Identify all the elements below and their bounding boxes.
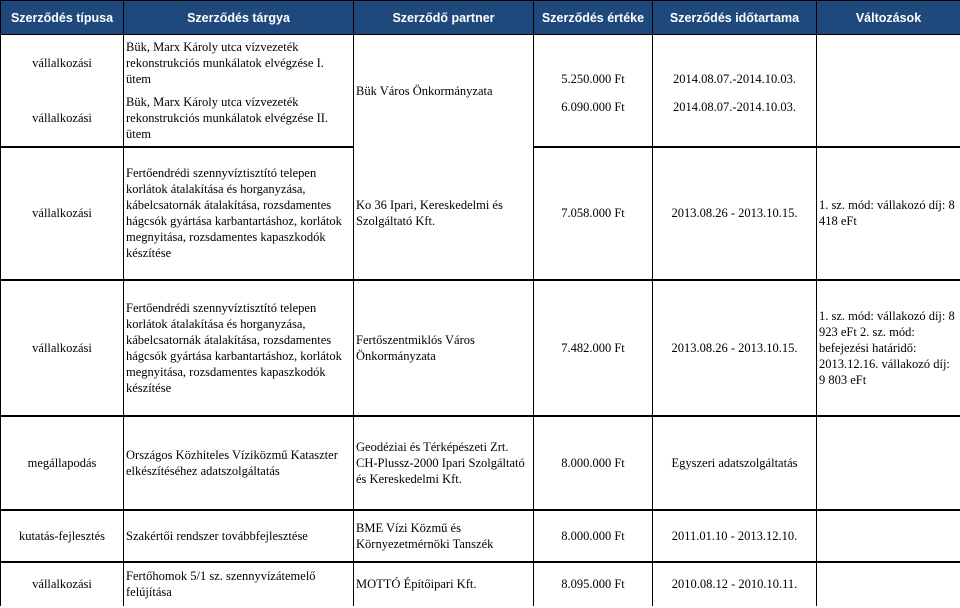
col-header-type: Szerződés típusa: [1, 1, 124, 35]
cell-changes: [817, 416, 960, 510]
cell-subject: Bük, Marx Károly utca vízvezeték rekonstrukciós munkálatok elvégzése I. ütem: [124, 35, 354, 91]
cell-value: 8.095.000 Ft: [534, 562, 653, 606]
cell-type: vállalkozási: [1, 562, 124, 606]
col-header-changes: Változások: [817, 1, 960, 35]
cell-changes: 1. sz. mód: vállakozó díj: 8 923 eFt 2. sz. mód: befejezési határidő: 2013.12.16. vállakozó díj: 9 803 eFt: [817, 280, 960, 416]
cell-changes: 1. sz. mód: vállakozó díj: 8 418 eFt: [817, 147, 960, 280]
cell-subject: Bük, Marx Károly utca vízvezeték rekonstrukciós munkálatok elvégzése II. ütem: [124, 91, 354, 147]
cell-subject: Fertőendrédi szennyvíztisztító telepen korlátok átalakítása és horganyzása, kábelcsatornák átalakítása, rozsdamentes hágcsók gyártása karbantartáshoz, korlátok megnyitása, rozsdamentes kapaszkodók készítése: [124, 147, 354, 280]
cell-duration: 2014.08.07.-2014.10.03.: [653, 35, 817, 91]
cell-type: vállalkozási: [1, 280, 124, 416]
cell-partner: BME Vízi Közmű és Környezetmérnöki Tanszék: [354, 510, 534, 562]
header-row: [1, 1, 960, 35]
col-header-value: Szerződés értéke: [534, 1, 653, 35]
table-row: [1, 562, 960, 606]
cell-partner: Geodéziai és Térképészeti Zrt. CH-Plussz-2000 Ipari Szolgáltató és Kereskedelmi Kft.: [354, 416, 534, 510]
cell-subject: Fertőhomok 5/1 sz. szennyvízátemelő felújítása: [124, 562, 354, 606]
table-row: [1, 510, 960, 562]
cell-subject: Fertőendrédi szennyvíztisztító telepen korlátok átalakítása és horganyzása, kábelcsatornák átalakítása, rozsdamentes hágcsók gyártása karbantartáshoz, korlátok megnyitása, rozsdamentes kapaszkodók készítése: [124, 280, 354, 416]
cell-value: 6.090.000 Ft: [534, 91, 653, 147]
cell-duration: 2013.08.26 - 2013.10.15.: [653, 147, 817, 280]
cell-value: 8.000.000 Ft: [534, 510, 653, 562]
table-row: [1, 280, 960, 416]
col-header-duration: Szerződés időtartama: [653, 1, 817, 35]
cell-value: 7.058.000 Ft: [534, 147, 653, 280]
cell-value: 5.250.000 Ft: [534, 35, 653, 91]
cell-duration: 2010.08.12 - 2010.10.11.: [653, 562, 817, 606]
cell-duration: Egyszeri adatszolgáltatás: [653, 416, 817, 510]
col-header-partner: Szerződő partner: [354, 1, 534, 35]
cell-type: megállapodás: [1, 416, 124, 510]
cell-partner: MOTTÓ Építőipari Kft.: [354, 562, 534, 606]
cell-duration: 2011.01.10 - 2013.12.10.: [653, 510, 817, 562]
cell-changes: [817, 91, 960, 147]
cell-value: 8.000.000 Ft: [534, 416, 653, 510]
cell-partner: Ko 36 Ipari, Kereskedelmi és Szolgáltató Kft.: [354, 147, 534, 280]
cell-duration: 2013.08.26 - 2013.10.15.: [653, 280, 817, 416]
cell-type: kutatás-fejlesztés: [1, 510, 124, 562]
cell-partner: Bük Város Önkormányzata: [354, 35, 534, 147]
cell-partner: Fertőszentmiklós Város Önkormányzata: [354, 280, 534, 416]
cell-subject: Országos Közhiteles Víziközmű Kataszter elkészítéséhez adatszolgáltatás: [124, 416, 354, 510]
cell-value: 7.482.000 Ft: [534, 280, 653, 416]
cell-changes: [817, 562, 960, 606]
cell-changes: [817, 510, 960, 562]
table-row: [1, 147, 960, 280]
col-header-subject: Szerződés tárgya: [124, 1, 354, 35]
table-row: [1, 35, 960, 91]
cell-duration: 2014.08.07.-2014.10.03.: [653, 91, 817, 147]
cell-subject: Szakértői rendszer továbbfejlesztése: [124, 510, 354, 562]
cell-type: vállalkozási: [1, 91, 124, 147]
table-row: [1, 416, 960, 510]
cell-changes: [817, 35, 960, 91]
cell-type: vállalkozási: [1, 147, 124, 280]
cell-type: vállalkozási: [1, 35, 124, 91]
